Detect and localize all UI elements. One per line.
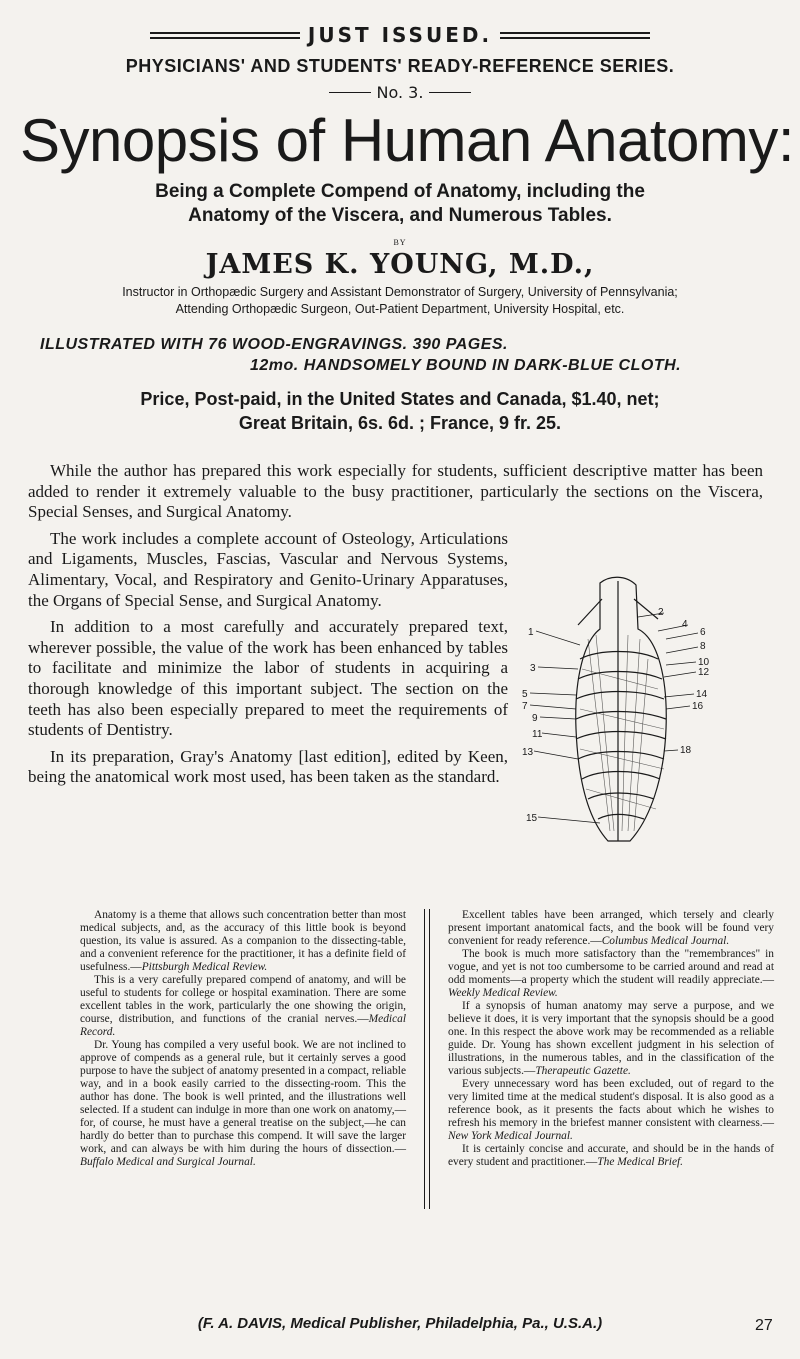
just-issued-banner: JUST ISSUED. (307, 23, 493, 47)
publisher-line: (F. A. DAVIS, Medical Publisher, Philadelphia, Pa., U.S.A.) (197, 1315, 603, 1332)
label-3: 3 (530, 663, 536, 674)
review-left-2-text: This is a very carefully prepared compend of anatomy, and will be useful to students for college or hospital examination. There are some excellent tables in the work, particularly the one showing the origin, course, distribution, and functions of the cranial nerves.— (80, 974, 406, 1025)
label-18: 18 (680, 745, 692, 756)
review-left-3-text: Dr. Young has compiled a very useful book. We are not inclined to approve of compends as a general rule, but it certainly serves a good purpose to have the subject of anatomy presented in a compact, reliable way, and in a book easily carried to the dissecting-room. This the author has done. The book is well printed, and the illustrations well selected. If a student can indulge in more than one work on anatomy,—for, of course, he must have a general treatise on the subject,—he can hardly do better than to purchase this compend. It will save the larger work, and can always be with him during the hours of dissection.— (80, 1039, 406, 1155)
series-number (20, 83, 780, 102)
review-left-3-source: Buffalo Medical and Surgical Journal. (80, 1156, 256, 1168)
paragraph-4: In its preparation, Gray's Anatomy [last edition], edited by Keen, being the anatomical work most used, has been taken as the standard. (28, 746, 508, 787)
book-subtitle (20, 180, 780, 228)
label-2: 2 (658, 607, 664, 618)
label-12: 12 (698, 667, 710, 678)
label-15: 15 (526, 813, 538, 824)
review-right-2-text: The book is much more satisfactory than the "remembrances" in vogue, and yet is not too cumbersome to be carried around and read at odd moments—a property which the student will readily appreciate.— (448, 948, 774, 986)
review-left-2 (80, 974, 406, 1039)
paragraph-1: While the author has prepared this work especially for students, sufficient descriptive matter has been added to render it extremely valuable to the busy practitioner, particularly the sections on the Viscera, Special Senses, and Surgical Anatomy. (28, 461, 763, 522)
review-right-1-source: Columbus Medical Journal. (601, 935, 730, 947)
review-left-1-source: Pittsburgh Medical Review. (141, 961, 268, 973)
left-double-rule (150, 32, 300, 39)
label-6: 6 (700, 627, 706, 638)
review-right-4 (448, 1078, 774, 1143)
reviews-section (20, 909, 780, 1209)
label-5: 5 (522, 689, 528, 700)
review-right-4-text: Every unnecessary word has been excluded, out of regard to the very limited time at the medical student's disposal. It is also good as a reference book, as it presents the facts about which he wishes to refresh his memory in the briefest manner consistent with clearness.— (448, 1078, 774, 1129)
page-number: 27 (755, 1317, 773, 1334)
reviews-left-column (80, 909, 406, 1209)
review-right-2 (448, 948, 774, 1000)
subtitle-line-2: Anatomy of the Viscera, and Numerous Tables. (188, 205, 612, 226)
review-left-2-source: Medical Record. (80, 1013, 406, 1038)
label-11: 11 (532, 729, 543, 740)
credentials-line-1: Instructor in Orthopædic Surgery and Assistant Demonstrator of Surgery, University of Pennsylvania; (122, 285, 678, 299)
column-divider (424, 909, 430, 1209)
label-16: 16 (692, 701, 704, 712)
review-right-5-source: The Medical Brief. (597, 1156, 684, 1168)
reviews-right-column (448, 909, 774, 1209)
series-number-text: No. 3. (376, 83, 424, 102)
series-heading: PHYSICIANS' AND STUDENTS' READY-REFERENCE SERIES. (125, 56, 675, 76)
by-label: BY (393, 238, 407, 247)
review-left-1-text: Anatomy is a theme that allows such concentration better than most medical subjects, and, as the accuracy of this little book is beyond question, its value is assured. As a companion to the dissecting-table, and a convenient reference for the practitioner, it has a definite field of usefulness.— (80, 909, 406, 973)
paragraph-2: The work includes a complete account of Osteology, Articulations and Ligaments, Muscles, Fascias, Vascular and Nervous Systems, Alimentary, Vocal, and Respiratory and Genito-Urinary Apparatuses, the Organs of Special Sense, and Surgical Anatomy. (28, 528, 508, 610)
review-right-1-text: Excellent tables have been arranged, which tersely and clearly present important anatomical facts, and the book will be found very convenient for ready reference.— (448, 909, 774, 947)
illustrations-note: ILLUSTRATED WITH 76 WOOD-ENGRAVINGS. 390 PAGES. (40, 336, 508, 353)
price-block (20, 387, 780, 435)
label-13: 13 (522, 747, 534, 758)
label-10: 10 (698, 657, 710, 668)
review-right-5 (448, 1143, 774, 1169)
book-title: Synopsis of Human Anatomy: (20, 107, 795, 174)
label-9: 9 (532, 713, 538, 724)
description-body (20, 461, 780, 897)
price-line-1: Price, Post-paid, in the United States and Canada, $1.40, net; (140, 389, 660, 409)
paragraph-3: In addition to a most carefully and accurately prepared text, wherever possible, the value of the work has been enhanced by tables to facilitate and minimize the labor of students in acquiring a thorough knowledge of this important subject. The section on the teeth has also been especially prepared to meet the requirements of students of Dentistry. (28, 617, 508, 740)
price-line-2: Great Britain, 6s. 6d. ; France, 9 fr. 25. (238, 413, 562, 433)
label-8: 8 (700, 641, 706, 652)
review-left-1 (80, 909, 406, 974)
label-14: 14 (696, 689, 708, 700)
credentials-line-2: Attending Orthopædic Surgeon, Out-Patient Department, University Hospital, etc. (175, 302, 625, 316)
binding-note: 12mo. HANDSOMELY BOUND IN DARK-BLUE CLOTH. (250, 357, 682, 374)
subtitle-line-1: Being a Complete Compend of Anatomy, including the (155, 181, 645, 202)
review-right-5-text: It is certainly concise and accurate, and should be in the hands of every student and practitioner.— (448, 1143, 774, 1168)
top-banner (20, 18, 780, 52)
author-credentials (20, 284, 780, 318)
review-right-4-source: New York Medical Journal. (448, 1130, 573, 1142)
review-right-3-source: Therapeutic Gazette. (535, 1065, 631, 1077)
right-double-rule (500, 32, 650, 39)
review-left-3 (80, 1039, 406, 1169)
review-right-3-text: If a synopsis of human anatomy may serve a purpose, and we believe it does, it is very important that the synopsis should be a good one. In this respect the above work may be recommended as a reliable guide. Dr. Young has shown excellent judgment in his selection of illustrations, in the numerous tables, and in the classification of the various subjects.— (448, 1000, 774, 1077)
author-name: JAMES K. YOUNG, M.D., (205, 249, 595, 280)
label-1: 1 (528, 627, 534, 638)
thorax-engraving-figure (518, 569, 728, 849)
review-right-3 (448, 1000, 774, 1078)
label-4: 4 (682, 619, 688, 630)
label-7: 7 (522, 701, 528, 712)
review-right-2-source: Weekly Medical Review. (448, 987, 558, 999)
publisher-footer (0, 1315, 800, 1332)
review-right-1 (448, 909, 774, 948)
